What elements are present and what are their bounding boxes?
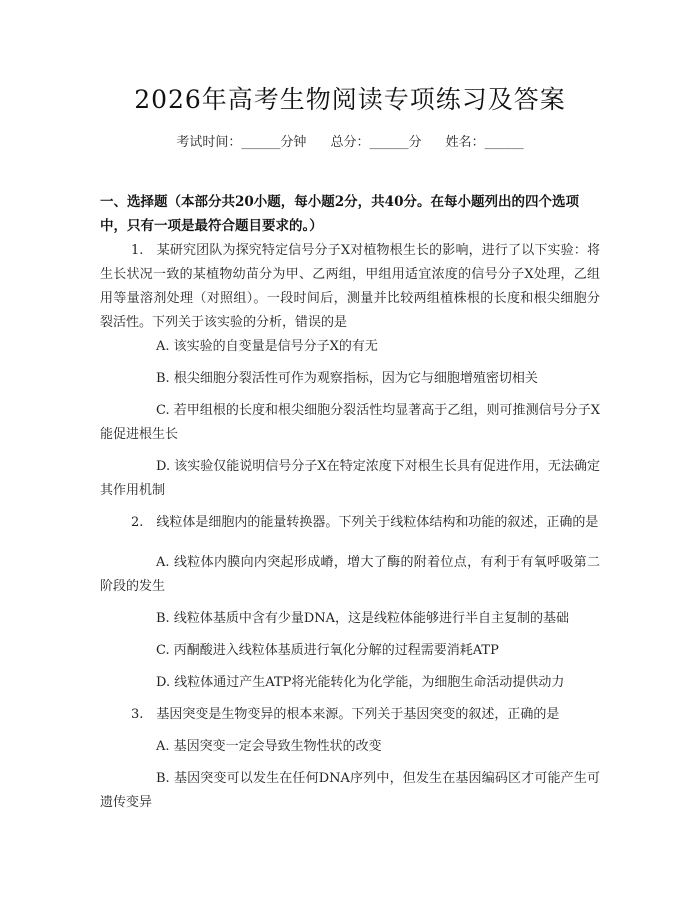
exam-name-field: 姓名：______ (445, 135, 524, 150)
question-1-option-c: C. 若甲组根的长度和根尖细胞分裂活性均显著高于乙组，则可推测信号分子X能促进根生长 (100, 403, 600, 442)
question-2-option-d: D. 线粒体通过产生ATP将光能转化为化学能，为细胞生命活动提供动力 (156, 675, 565, 690)
question-2-stem: 2. 线粒体是细胞内的能量转换器。下列关于线粒体结构和功能的叙述，正确的是 (131, 515, 599, 530)
exam-score-field: 总分：______分 (330, 135, 422, 150)
question-1-option-a: A. 该实验的自变量是信号分子X的有无 (156, 339, 378, 354)
section-heading: 一、选择题（本部分共20小题，每小题2分，共40分。在每小题列出的四个选项中，只有一项是最符合题目要求的。） (100, 194, 579, 234)
question-1-stem: 1. 某研究团队为探究特定信号分子X对植物根生长的影响，进行了以下实验：将生长状况一致的某植物幼苗分为甲、乙两组，甲组用适宜浓度的信号分子X处理，乙组用等量溶剂处理（对照组）。一段时间后，测量并比较两组植株根的长度和根尖细胞分裂活性。下列关于该实验的分析，错误的是 (100, 243, 600, 330)
question-2-option-b: B. 线粒体基质中含有少量DNA，这是线粒体能够进行半自主复制的基础 (156, 611, 570, 626)
question-1-option-b: B. 根尖细胞分裂活性可作为观察指标，因为它与细胞增殖密切相关 (156, 371, 538, 386)
question-2-option-a: A. 线粒体内膜向内突起形成嵴，增大了酶的附着位点，有利于有氧呼吸第二阶段的发生 (100, 555, 600, 594)
question-3-stem: 3. 基因突变是生物变异的根本来源。下列关于基因突变的叙述，正确的是 (131, 707, 560, 722)
document-title: 2026年高考生物阅读专项练习及答案 (134, 85, 566, 114)
question-3-option-a: A. 基因突变一定会导致生物性状的改变 (156, 739, 382, 754)
question-3-option-b: B. 基因突变可以发生在任何DNA序列中，但发生在基因编码区才可能产生可遗传变异 (100, 771, 600, 810)
exam-time-field: 考试时间：______分钟 (176, 135, 307, 150)
question-2-option-c: C. 丙酮酸进入线粒体基质进行氧化分解的过程需要消耗ATP (156, 643, 499, 658)
question-1-option-d: D. 该实验仅能说明信号分子X在特定浓度下对根生长具有促进作用，无法确定其作用机制 (100, 459, 600, 498)
exam-meta-line (0, 131, 700, 150)
